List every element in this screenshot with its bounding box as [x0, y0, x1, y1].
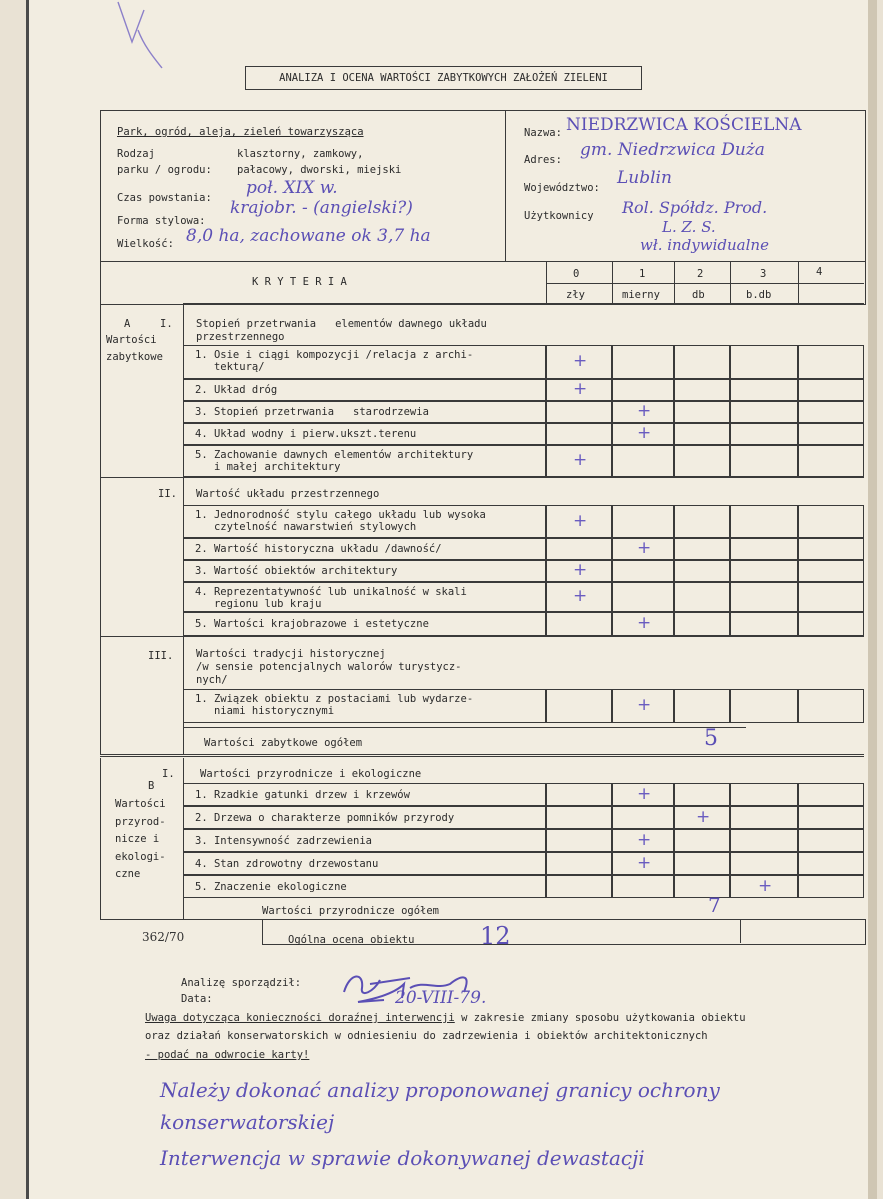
group-a3-number: III.	[148, 650, 174, 662]
adres-value: gm. Niedrzwica Duża	[580, 140, 765, 160]
rating-cell-2[interactable]	[674, 560, 730, 582]
rating-mark: +	[573, 351, 588, 371]
criterion-label: 2. Układ dróg	[195, 384, 278, 396]
rating-cell-1[interactable]	[612, 379, 674, 401]
wielkosc-value: 8,0 ha, zachowane ok 3,7 ha	[186, 226, 431, 246]
rating-cell-4[interactable]	[798, 852, 864, 875]
rating-mark: +	[637, 401, 652, 421]
criterion-label: 4. Stan zdrowotny drzewostanu	[195, 857, 379, 870]
col-3-number: 3	[760, 268, 767, 280]
nazwa-label: Nazwa:	[524, 127, 562, 139]
rating-cell-3[interactable]	[730, 852, 798, 875]
a-total-label: Wartości zabytkowe ogółem	[204, 737, 363, 749]
rating-cell-4[interactable]	[798, 612, 864, 636]
rating-cell-2[interactable]	[674, 505, 730, 538]
rating-cell-1[interactable]	[612, 505, 674, 538]
b-total-label: Wartości przyrodnicze ogółem	[262, 905, 440, 917]
criterion-label: regionu lub kraju	[195, 598, 322, 610]
rating-mark: +	[573, 379, 588, 399]
col-2-number: 2	[697, 268, 704, 280]
overall-divider	[740, 919, 741, 943]
rating-cell-1[interactable]	[612, 806, 674, 829]
rating-cell-3[interactable]	[730, 783, 798, 806]
col-3-name: b.db	[746, 289, 772, 301]
uwaga-line-1: Uwaga dotycząca konieczności doraźnej interwencji w zakresie zmiany sposobu użytkowania obiektu	[145, 1012, 746, 1024]
rating-mark: +	[637, 695, 652, 715]
rating-cell-1[interactable]	[612, 560, 674, 582]
criterion-label: tekturą/	[195, 361, 265, 373]
rating-cell-1[interactable]	[612, 345, 674, 379]
rating-cell-4[interactable]	[798, 401, 864, 423]
section-a-name-2: zabytkowe	[106, 351, 163, 363]
criteria-row-line	[546, 283, 864, 284]
col-1-number: 1	[639, 268, 646, 280]
rating-cell-0[interactable]	[546, 612, 612, 636]
form-title: ANALIZA I OCENA WARTOŚCI ZABYTKOWYCH ZAŁOŻEŃ ZIELENI	[245, 66, 642, 90]
rating-cell-2[interactable]	[674, 379, 730, 401]
rating-mark: +	[637, 538, 652, 558]
rating-mark: +	[696, 806, 711, 827]
group-a2-number: II.	[158, 488, 177, 500]
rating-cell-0[interactable]	[546, 423, 612, 445]
criterion-label: 2. Drzewa o charakterze pomników przyrody	[195, 811, 455, 824]
rating-cell-3[interactable]	[730, 612, 798, 636]
rating-cell-4[interactable]	[798, 582, 864, 612]
rating-cell-3[interactable]	[730, 505, 798, 538]
section-b-name-2: przyrod-	[115, 816, 166, 828]
group-a2-title: Wartość układu przestrzennego	[196, 488, 380, 500]
rating-cell-4[interactable]	[798, 689, 864, 723]
rating-cell-4[interactable]	[798, 560, 864, 582]
rating-cell-2[interactable]	[674, 423, 730, 445]
rating-cell-3[interactable]	[730, 345, 798, 379]
rating-cell-4[interactable]	[798, 806, 864, 829]
forma-label: Forma stylowa:	[117, 215, 206, 227]
group-b1-number: I.	[162, 768, 175, 780]
rating-mark: +	[573, 586, 588, 606]
col-4-number: 4	[816, 266, 823, 278]
handwritten-note-3: Interwencja w sprawie dokonywanej dewastacji	[160, 1146, 645, 1170]
rating-cell-2[interactable]	[674, 852, 730, 875]
page-edge	[868, 0, 877, 1199]
analiza-label: Analizę sporządził:	[181, 977, 302, 989]
rating-cell-2[interactable]	[674, 783, 730, 806]
rating-cell-3[interactable]	[730, 689, 798, 723]
a-total-top-line	[183, 727, 746, 728]
rating-cell-1[interactable]	[612, 445, 674, 477]
criterion-label: 1. Osie i ciągi kompozycji /relacja z archi-	[195, 349, 474, 361]
rating-cell-3[interactable]	[730, 560, 798, 582]
criterion-label: niami historycznymi	[195, 705, 335, 717]
rodzaj-label: Rodzaj	[117, 148, 155, 160]
rating-mark: +	[573, 450, 588, 470]
section-b-name-5: czne	[115, 868, 141, 880]
handwritten-note-1: Należy dokonać analizy proponowanej granicy ochrony	[160, 1078, 720, 1102]
group-a1-title-2: przestrzennego	[196, 331, 285, 343]
group-line	[183, 345, 546, 346]
a-total-value: 5	[704, 726, 718, 751]
col-2-name: db	[692, 289, 705, 301]
criterion-label: 3. Intensywność zadrzewienia	[195, 834, 373, 847]
section-separator	[100, 754, 864, 757]
rating-mark: +	[637, 783, 652, 804]
rating-cell-3[interactable]	[730, 379, 798, 401]
criterion-label: 5. Zachowanie dawnych elementów architektury	[195, 449, 474, 461]
rating-cell-2[interactable]	[674, 401, 730, 423]
section-b-name-1: Wartości	[115, 798, 166, 810]
criterion-label: 4. Reprezentatywność lub unikalność w skali	[195, 586, 467, 598]
handwritten-note-2: konserwatorskiej	[160, 1110, 335, 1134]
criterion-label: 1. Związek obiektu z postaciami lub wydarze-	[195, 693, 474, 705]
object-type-line: Park, ogród, aleja, zieleń towarzysząca	[117, 126, 364, 138]
rating-cell-4[interactable]	[798, 345, 864, 379]
group-line	[183, 303, 864, 304]
wielkosc-label: Wielkość:	[117, 238, 174, 250]
uzytkownicy-label: Użytkownicy	[524, 210, 594, 222]
group-line	[183, 505, 546, 506]
overall-label: Ogólna ocena obiektu	[288, 934, 415, 946]
rating-mark: +	[637, 423, 652, 443]
uzytkownicy-value-3: wł. indywidualne	[640, 236, 769, 254]
criterion-label: 2. Wartość historyczna układu /dawność/	[195, 543, 442, 555]
parku-label: parku / ogrodu:	[117, 164, 212, 176]
criteria-label: K R Y T E R I A	[252, 276, 347, 288]
rating-cell-4[interactable]	[798, 423, 864, 445]
rating-cell-2[interactable]	[674, 538, 730, 560]
rating-cell-4[interactable]	[798, 445, 864, 477]
rating-cell-3[interactable]	[730, 829, 798, 852]
rating-cell-3[interactable]	[730, 445, 798, 477]
rating-cell-4[interactable]	[798, 538, 864, 560]
rating-cell-2[interactable]	[674, 829, 730, 852]
rating-cell-2[interactable]	[674, 612, 730, 636]
rating-cell-0[interactable]	[546, 401, 612, 423]
section-b-name-4: ekologi-	[115, 851, 166, 863]
group-line	[100, 477, 864, 478]
rating-cell-2[interactable]	[674, 582, 730, 612]
group-a3-title-3: nych/	[196, 674, 228, 686]
rating-cell-3[interactable]	[730, 806, 798, 829]
criterion-label: 3. Wartość obiektów architektury	[195, 565, 398, 577]
rating-cell-0[interactable]	[546, 852, 612, 875]
criterion-label: 3. Stopień przetrwania starodrzewia	[195, 406, 429, 418]
rating-mark: +	[637, 829, 652, 850]
side-number: 362/70	[142, 930, 185, 944]
rating-cell-4[interactable]	[798, 379, 864, 401]
header-divider	[505, 111, 506, 261]
overall-value: 12	[480, 922, 511, 950]
czas-value: poł. XIX w.	[246, 178, 338, 198]
adres-label: Adres:	[524, 154, 562, 166]
uwaga-line-2: oraz działań konserwatorskich w odniesieniu do zadrzewienia i obiektów architektonicznych	[145, 1030, 708, 1042]
uzytkownicy-value-2: L. Z. S.	[662, 218, 716, 236]
parku-options: pałacowy, dworski, miejski	[237, 164, 402, 176]
rating-mark: +	[573, 510, 588, 531]
rating-cell-0[interactable]	[546, 538, 612, 560]
wojewodztwo-value: Lublin	[617, 168, 672, 188]
rating-cell-0[interactable]	[546, 806, 612, 829]
group-a1-title-1: Stopień przetrwania elementów dawnego układu	[196, 318, 487, 330]
rating-cell-4[interactable]	[798, 829, 864, 852]
rating-cell-3[interactable]	[730, 538, 798, 560]
group-line	[100, 636, 864, 637]
criterion-label: 5. Wartości krajobrazowe i estetyczne	[195, 618, 429, 630]
rating-cell-1[interactable]	[612, 582, 674, 612]
group-a3-title-1: Wartości tradycji historycznej	[196, 648, 386, 660]
rating-cell-3[interactable]	[730, 423, 798, 445]
group-line	[183, 689, 546, 690]
rodzaj-options: klasztorny, zamkowy,	[237, 148, 364, 160]
rating-cell-0[interactable]	[546, 783, 612, 806]
section-b-left-border	[100, 758, 101, 920]
group-a1-number: I.	[160, 318, 173, 330]
data-value: 20-VIII-79.	[395, 988, 487, 1008]
forma-value: krajobr. - (angielski?)	[230, 198, 413, 218]
col-0-number: 0	[573, 268, 580, 280]
rating-cell-4[interactable]	[798, 875, 864, 898]
rating-mark: +	[758, 875, 773, 896]
criterion-label: 5. Znaczenie ekologiczne	[195, 880, 347, 893]
rating-cell-2[interactable]	[674, 875, 730, 898]
col-0-name: zły	[566, 289, 585, 301]
uzytkownicy-value-1: Rol. Spółdz. Prod.	[622, 198, 768, 217]
pencil-scribble	[110, 0, 170, 70]
rating-cell-0[interactable]	[546, 689, 612, 723]
criterion-label: 4. Układ wodny i pierw.ukszt.terenu	[195, 428, 417, 440]
rating-cell-2[interactable]	[674, 689, 730, 723]
nazwa-value: NIEDRZWICA KOŚCIELNA	[566, 115, 802, 135]
wojewodztwo-label: Województwo:	[524, 182, 600, 194]
criterion-label: 1. Rzadkie gatunki drzew i krzewów	[195, 788, 410, 801]
criterion-label: i małej architektury	[195, 461, 341, 473]
group-b1-title: Wartości przyrodnicze i ekologiczne	[200, 768, 422, 780]
rating-cell-4[interactable]	[798, 505, 864, 538]
criterion-label: 1. Jednorodność stylu całego układu lub wysoka	[195, 509, 486, 521]
criterion-label: czytelność nawarstwień stylowych	[195, 521, 417, 533]
data-label: Data:	[181, 993, 213, 1005]
b-total-value: 7	[708, 893, 721, 917]
col-1-name: mierny	[622, 289, 660, 301]
section-a-letter: A	[124, 318, 131, 330]
section-a-left-border	[100, 303, 101, 755]
section-a-name-1: Wartości	[106, 334, 157, 346]
rating-cell-0[interactable]	[546, 829, 612, 852]
rating-cell-3[interactable]	[730, 401, 798, 423]
rating-mark: +	[573, 560, 588, 580]
rating-cell-1[interactable]	[612, 875, 674, 898]
rating-cell-0[interactable]	[546, 875, 612, 898]
uwaga-line-3: - podać na odwrocie karty!	[145, 1049, 310, 1061]
czas-label: Czas powstania:	[117, 192, 212, 204]
rating-cell-4[interactable]	[798, 783, 864, 806]
rating-mark: +	[637, 613, 652, 633]
rating-cell-3[interactable]	[730, 582, 798, 612]
rating-mark: +	[637, 852, 652, 873]
section-b-name-3: nicze i	[115, 833, 160, 845]
group-a3-title-2: /w sensie potencjalnych walorów turystycz-	[196, 661, 462, 673]
rating-cell-2[interactable]	[674, 445, 730, 477]
rating-cell-2[interactable]	[674, 345, 730, 379]
section-b-letter: B	[148, 780, 155, 792]
